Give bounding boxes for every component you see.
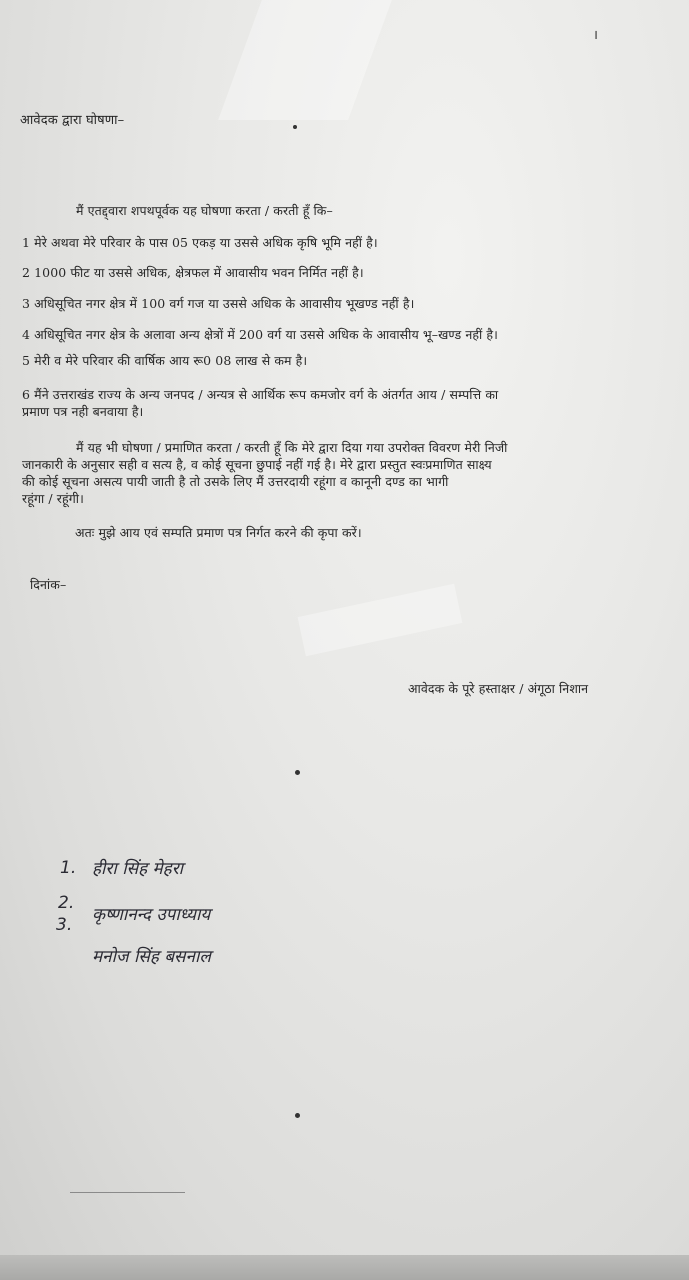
declaration-item-2: 2 1000 फीट या उससे अधिक, क्षेत्रफल में आवासीय भवन निर्मित नहीं है।: [22, 265, 364, 280]
handwritten-number-1: 1.: [60, 858, 77, 878]
ink-dot: [293, 125, 297, 129]
paper-crease: [298, 584, 463, 656]
declaration-item-6-line-2: प्रमाण पत्र नही बनवाया है।: [22, 404, 144, 419]
declaration-paragraph-line-4: रहूंगा / रहूंगी।: [22, 491, 84, 506]
handwritten-number-2: 2.: [58, 893, 75, 913]
declaration-paragraph-line-2: जानकारी के अनुसार सही व सत्य है, व कोई सूचना छुपाई नहीं गई है। मेरे द्वारा प्रस्तुत स्वःप्रमाणित साक्ष्य: [22, 457, 492, 472]
signature-rule: [70, 1192, 185, 1193]
declaration-item-6-line-1: 6 मैंने उत्तराखंड राज्य के अन्य जनपद / अन्यत्र से आर्थिक रूप कमजोर वर्ग के अंतर्गत आय / सम्पत्ति का: [22, 387, 499, 402]
declaration-item-3: 3 अधिसूचित नगर क्षेत्र में 100 वर्ग गज या उससे अधिक के आवासीय भूखण्ड नहीं है।: [22, 296, 415, 311]
declaration-paragraph-line-1: मैं यह भी घोषणा / प्रमाणित करता / करती हूँ कि मेरे द्वारा दिया गया उपरोक्त विवरण मेरी निजी: [76, 440, 508, 455]
handwritten-name-3: मनोज सिंह बसनाल: [92, 947, 211, 967]
signature-label: आवेदक के पूरे हस्ताक्षर / अंगूठा निशान: [408, 681, 589, 696]
paper-crease: [218, 0, 392, 120]
declaration-item-5: 5 मेरी व मेरे परिवार की वार्षिक आय रू0 08 लाख से कम है।: [22, 353, 308, 368]
ink-dot: [295, 770, 300, 775]
request-text: अतः मुझे आय एवं सम्पति प्रमाण पत्र निर्गत करने की कृपा करें।: [75, 525, 362, 540]
intro-text: मैं एतद्द्वारा शपथपूर्वक यह घोषणा करता / करती हूँ कि–: [76, 203, 333, 218]
document-heading: आवेदक द्वारा घोषणा–: [20, 113, 125, 128]
ink-dot: [295, 1113, 300, 1118]
declaration-item-1: 1 मेरे अथवा मेरे परिवार के पास 05 एकड़ या उससे अधिक कृषि भूमि नहीं है।: [22, 235, 378, 250]
declaration-item-4: 4 अधिसूचित नगर क्षेत्र के अलावा अन्य क्षेत्रों में 200 वर्ग या उससे अधिक के आवासीय भू–खण्ड नहीं है।: [22, 327, 498, 342]
handwritten-name-2: कृष्णानन्द उपाध्याय: [92, 905, 211, 925]
page-bottom-edge: [0, 1255, 689, 1280]
handwritten-number-3: 3.: [56, 915, 73, 935]
handwritten-name-1: हीरा सिंह मेहरा: [92, 859, 184, 879]
page-mark: ।: [593, 28, 599, 43]
declaration-paragraph-line-3: की कोई सूचना असत्य पायी जाती है तो उसके लिए मैं उत्तरदायी रहूंगा व कानूनी दण्ड का भागी: [22, 474, 449, 489]
date-label: दिनांक–: [30, 577, 67, 592]
